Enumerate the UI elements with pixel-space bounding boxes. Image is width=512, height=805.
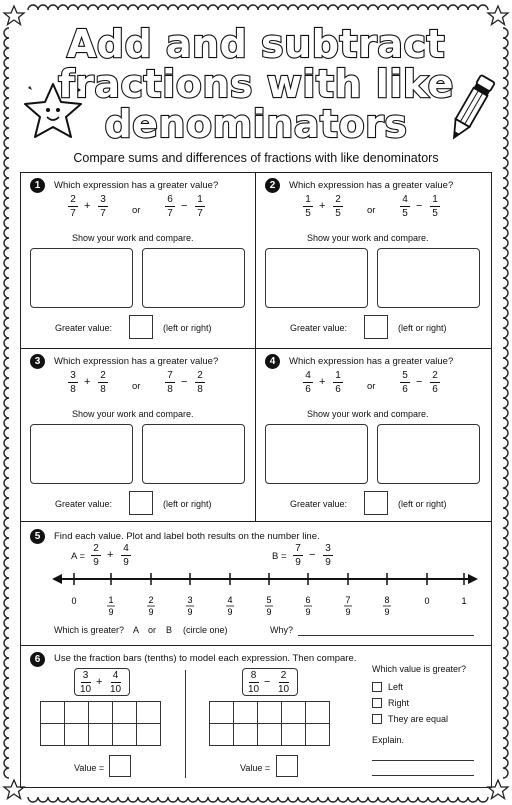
tenth-cell[interactable] bbox=[282, 702, 306, 724]
explain-label: Explain. bbox=[372, 735, 405, 745]
which-greater-label: Which is greater? bbox=[54, 625, 125, 635]
left-or-right-note: (left or right) bbox=[163, 323, 212, 333]
tenth-cell[interactable] bbox=[137, 724, 161, 746]
tenth-cell[interactable] bbox=[137, 702, 161, 724]
numerator: 2 bbox=[70, 194, 76, 205]
fraction-bar bbox=[121, 555, 131, 556]
tenth-cell[interactable] bbox=[41, 724, 65, 746]
numerator: 3 bbox=[325, 543, 331, 554]
fraction bbox=[68, 370, 78, 395]
denominator: 5 bbox=[305, 208, 311, 219]
fraction-bar bbox=[165, 206, 175, 207]
tenth-cell[interactable] bbox=[113, 702, 137, 724]
denominator: 8 bbox=[100, 384, 106, 395]
left-or-right-note: (left or right) bbox=[398, 323, 447, 333]
tick-label: 7 bbox=[345, 595, 351, 605]
fraction bbox=[303, 194, 313, 219]
problem-number-5: 5 bbox=[30, 529, 45, 544]
operator: − bbox=[181, 200, 188, 212]
fraction-bar bbox=[400, 206, 410, 207]
fraction bbox=[278, 670, 289, 695]
tick-label: 0 bbox=[424, 596, 430, 606]
problem-question: Which expression has a greater value? bbox=[54, 180, 219, 191]
fraction bbox=[110, 670, 121, 695]
tenth-cell[interactable] bbox=[65, 702, 89, 724]
tick-label: 6 bbox=[305, 595, 311, 605]
numerator: 4 bbox=[402, 194, 408, 205]
fraction bbox=[430, 194, 440, 219]
tick-label: 3 bbox=[187, 595, 193, 605]
denominator: 7 bbox=[167, 208, 173, 219]
divider bbox=[255, 172, 256, 521]
operator: + bbox=[319, 200, 326, 212]
explain-line[interactable] bbox=[372, 775, 474, 776]
left-value-label: Value = bbox=[74, 763, 105, 773]
tenth-cell[interactable] bbox=[258, 724, 282, 746]
fraction bbox=[195, 370, 205, 395]
fraction bbox=[303, 370, 313, 395]
left-tenths-bar[interactable] bbox=[40, 701, 161, 746]
right-option-label: Right bbox=[388, 698, 410, 708]
work-box-left[interactable] bbox=[265, 248, 368, 308]
right-checkbox[interactable] bbox=[372, 698, 382, 708]
page-title-line1: Add and subtract bbox=[66, 22, 446, 66]
left-or-right-note: (left or right) bbox=[398, 499, 447, 509]
tenth-cell[interactable] bbox=[89, 702, 113, 724]
problem-6-instruction: Use the fraction bars (tenths) to model each expression. Then compare. bbox=[54, 653, 357, 664]
numerator: 1 bbox=[335, 370, 341, 381]
numerator: 1 bbox=[305, 194, 311, 205]
fraction-bar bbox=[400, 382, 410, 383]
denominator: 5 bbox=[335, 208, 341, 219]
greater-value-box[interactable] bbox=[129, 491, 153, 515]
tenth-cell[interactable] bbox=[210, 702, 234, 724]
problem-question: Which expression has a greater value? bbox=[54, 356, 219, 367]
denominator: 10 bbox=[110, 684, 122, 695]
tick-label: 2 bbox=[148, 595, 154, 605]
tick-label: 9 bbox=[266, 607, 272, 617]
tenth-cell[interactable] bbox=[306, 702, 330, 724]
fraction bbox=[430, 370, 440, 395]
circle-one-note: (circle one) bbox=[183, 625, 228, 635]
greater-value-label: Greater value: bbox=[55, 499, 113, 509]
denominator: 7 bbox=[100, 208, 106, 219]
greater-value-label: Greater value: bbox=[55, 323, 113, 333]
value-a-label: A = bbox=[71, 551, 85, 562]
denominator: 8 bbox=[197, 384, 203, 395]
numerator: 4 bbox=[123, 543, 129, 554]
problem-number-6: 6 bbox=[30, 652, 45, 667]
or-label: or bbox=[367, 381, 376, 392]
divider bbox=[185, 670, 186, 778]
fraction-bar bbox=[303, 206, 313, 207]
fraction-bar bbox=[81, 682, 91, 683]
tenth-cell[interactable] bbox=[65, 724, 89, 746]
denominator: 9 bbox=[93, 557, 99, 568]
operator: − bbox=[309, 549, 316, 561]
operator: + bbox=[84, 376, 91, 388]
fraction bbox=[165, 194, 175, 219]
denominator: 10 bbox=[278, 684, 290, 695]
denominator: 5 bbox=[402, 208, 408, 219]
why-answer-line[interactable] bbox=[298, 635, 474, 636]
tick-label: 1 bbox=[461, 596, 467, 606]
work-box-right[interactable] bbox=[142, 248, 245, 308]
numerator: 2 bbox=[100, 370, 106, 381]
tenth-cell[interactable] bbox=[113, 724, 137, 746]
numerator: 5 bbox=[402, 370, 408, 381]
tenth-cell[interactable] bbox=[210, 724, 234, 746]
fraction bbox=[323, 543, 333, 568]
tenth-cell[interactable] bbox=[282, 724, 306, 746]
greater-value-box[interactable] bbox=[364, 315, 388, 339]
page-title-line2: fractions with like bbox=[58, 62, 454, 106]
denominator: 6 bbox=[305, 384, 311, 395]
problem-number-3: 3 bbox=[30, 354, 45, 369]
numerator: 1 bbox=[197, 194, 203, 205]
tenth-cell[interactable] bbox=[234, 702, 258, 724]
denominator: 8 bbox=[167, 384, 173, 395]
number-line[interactable] bbox=[50, 568, 480, 618]
left-value-box[interactable] bbox=[109, 755, 131, 777]
divider bbox=[20, 521, 492, 522]
work-box-right[interactable] bbox=[142, 424, 245, 484]
option-b[interactable]: B bbox=[166, 625, 173, 635]
fraction-bar bbox=[430, 206, 440, 207]
operator: + bbox=[107, 549, 114, 561]
fraction bbox=[68, 194, 78, 219]
numerator: 2 bbox=[280, 670, 287, 681]
problem-number-1: 1 bbox=[30, 178, 45, 193]
right-value-box[interactable] bbox=[276, 755, 298, 777]
numerator: 6 bbox=[167, 194, 173, 205]
numerator: 2 bbox=[335, 194, 341, 205]
denominator: 8 bbox=[70, 384, 76, 395]
problem-question: Which expression has a greater value? bbox=[289, 356, 454, 367]
tick-label: 9 bbox=[305, 607, 311, 617]
show-work-label: Show your work and compare. bbox=[307, 233, 429, 243]
corner-star-icon bbox=[488, 6, 508, 25]
fraction-bar bbox=[98, 206, 108, 207]
denominator: 6 bbox=[335, 384, 341, 395]
numerator: 3 bbox=[100, 194, 106, 205]
fraction-bar bbox=[323, 555, 333, 556]
tenth-cell[interactable] bbox=[41, 702, 65, 724]
fraction bbox=[121, 543, 131, 568]
fraction bbox=[80, 670, 91, 695]
denominator: 9 bbox=[123, 557, 129, 568]
pencil-icon bbox=[440, 70, 500, 150]
page-title-line3: denominators bbox=[104, 102, 408, 146]
tenth-cell[interactable] bbox=[234, 724, 258, 746]
denominator: 10 bbox=[248, 684, 260, 695]
denominator: 7 bbox=[70, 208, 76, 219]
fraction bbox=[98, 194, 108, 219]
problem-question: Which expression has a greater value? bbox=[289, 180, 454, 191]
fraction bbox=[195, 194, 205, 219]
left-or-right-note: (left or right) bbox=[163, 499, 212, 509]
fraction bbox=[333, 194, 343, 219]
which-value-greater-label: Which value is greater? bbox=[372, 664, 467, 674]
left-checkbox[interactable] bbox=[372, 682, 382, 692]
tick-label: 9 bbox=[148, 607, 154, 617]
tick-label: 9 bbox=[384, 607, 390, 617]
numerator: 7 bbox=[295, 543, 301, 554]
greater-value-label: Greater value: bbox=[290, 499, 348, 509]
tenth-cell[interactable] bbox=[306, 724, 330, 746]
fraction-bar bbox=[165, 382, 175, 383]
denominator: 6 bbox=[402, 384, 408, 395]
show-work-label: Show your work and compare. bbox=[307, 409, 429, 419]
equal-checkbox[interactable] bbox=[372, 714, 382, 724]
tick-label: 9 bbox=[187, 607, 193, 617]
divider bbox=[20, 645, 492, 646]
corner-star-icon bbox=[4, 6, 24, 25]
right-value-label: Value = bbox=[240, 763, 271, 773]
right-tenths-bar[interactable] bbox=[209, 701, 330, 746]
operator: − bbox=[264, 676, 271, 688]
greater-value-label: Greater value: bbox=[290, 323, 348, 333]
numerator: 8 bbox=[250, 670, 257, 681]
why-label: Why? bbox=[270, 625, 294, 635]
fraction-bar bbox=[430, 382, 440, 383]
divider bbox=[20, 348, 492, 349]
tenth-cell[interactable] bbox=[258, 702, 282, 724]
show-work-label: Show your work and compare. bbox=[72, 409, 194, 419]
problem-number-2: 2 bbox=[265, 178, 280, 193]
numerator: 2 bbox=[197, 370, 203, 381]
numerator: 4 bbox=[305, 370, 311, 381]
tenth-cell[interactable] bbox=[89, 724, 113, 746]
operator: + bbox=[319, 376, 326, 388]
page-subtitle: Compare sums and differences of fractions with like denominators bbox=[73, 151, 439, 165]
work-box-right[interactable] bbox=[377, 248, 480, 308]
denominator: 10 bbox=[80, 684, 92, 695]
operator: − bbox=[181, 376, 188, 388]
tick-label: 8 bbox=[384, 595, 390, 605]
arrow-left-icon bbox=[52, 574, 62, 584]
or-label: or bbox=[367, 205, 376, 216]
option-a[interactable]: A bbox=[133, 625, 140, 635]
equal-option-label: They are equal bbox=[388, 714, 449, 724]
operator: + bbox=[84, 200, 91, 212]
fraction bbox=[293, 543, 303, 568]
numerator: 2 bbox=[93, 543, 99, 554]
tick-label: 9 bbox=[108, 607, 114, 617]
work-box-left[interactable] bbox=[30, 424, 133, 484]
numerator: 3 bbox=[82, 670, 89, 681]
numerator: 3 bbox=[70, 370, 76, 381]
fraction bbox=[333, 370, 343, 395]
fraction bbox=[400, 370, 410, 395]
tick-label: 1 bbox=[108, 595, 114, 605]
denominator: 7 bbox=[197, 208, 203, 219]
explain-line[interactable] bbox=[372, 760, 474, 761]
fraction-bar bbox=[195, 206, 205, 207]
arrow-right-icon bbox=[468, 574, 478, 584]
tick-label: 9 bbox=[345, 607, 351, 617]
numerator: 1 bbox=[432, 194, 438, 205]
work-box-left[interactable] bbox=[30, 248, 133, 308]
fraction-bar bbox=[303, 382, 313, 383]
value-b-label: B = bbox=[272, 551, 287, 562]
fraction-bar bbox=[293, 555, 303, 556]
fraction bbox=[400, 194, 410, 219]
operator: − bbox=[416, 200, 423, 212]
fraction-bar bbox=[249, 682, 259, 683]
smiling-star-icon bbox=[20, 80, 86, 142]
work-box-right[interactable] bbox=[377, 424, 480, 484]
work-box-left[interactable] bbox=[265, 424, 368, 484]
problem-number-4: 4 bbox=[265, 354, 280, 369]
tick-label: 4 bbox=[227, 595, 233, 605]
fraction-bar bbox=[111, 682, 121, 683]
denominator: 9 bbox=[325, 557, 331, 568]
tick-label: 0 bbox=[71, 596, 77, 606]
operator: + bbox=[96, 676, 103, 688]
greater-value-box[interactable] bbox=[129, 315, 153, 339]
left-option-label: Left bbox=[388, 682, 404, 692]
or-label: or bbox=[132, 381, 141, 392]
fraction-bar bbox=[98, 382, 108, 383]
denominator: 5 bbox=[432, 208, 438, 219]
tick-label: 5 bbox=[266, 595, 272, 605]
fraction-bar bbox=[333, 382, 343, 383]
fraction bbox=[165, 370, 175, 395]
option-or: or bbox=[148, 625, 157, 635]
numerator: 2 bbox=[432, 370, 438, 381]
tick-label: 9 bbox=[227, 607, 233, 617]
fraction-bar bbox=[68, 382, 78, 383]
or-label: or bbox=[132, 205, 141, 216]
fraction-bar bbox=[91, 555, 101, 556]
numerator: 4 bbox=[112, 670, 119, 681]
fraction bbox=[248, 670, 259, 695]
fraction-bar bbox=[333, 206, 343, 207]
denominator: 6 bbox=[432, 384, 438, 395]
greater-value-box[interactable] bbox=[364, 491, 388, 515]
operator: − bbox=[416, 376, 423, 388]
fraction-bar bbox=[68, 206, 78, 207]
problem-5-instruction: Find each value. Plot and label both results on the number line. bbox=[54, 531, 320, 542]
fraction bbox=[91, 543, 101, 568]
fraction-bar bbox=[279, 682, 289, 683]
fraction bbox=[98, 370, 108, 395]
denominator: 9 bbox=[295, 557, 301, 568]
numerator: 7 bbox=[167, 370, 173, 381]
show-work-label: Show your work and compare. bbox=[72, 233, 194, 243]
fraction-bar bbox=[195, 382, 205, 383]
